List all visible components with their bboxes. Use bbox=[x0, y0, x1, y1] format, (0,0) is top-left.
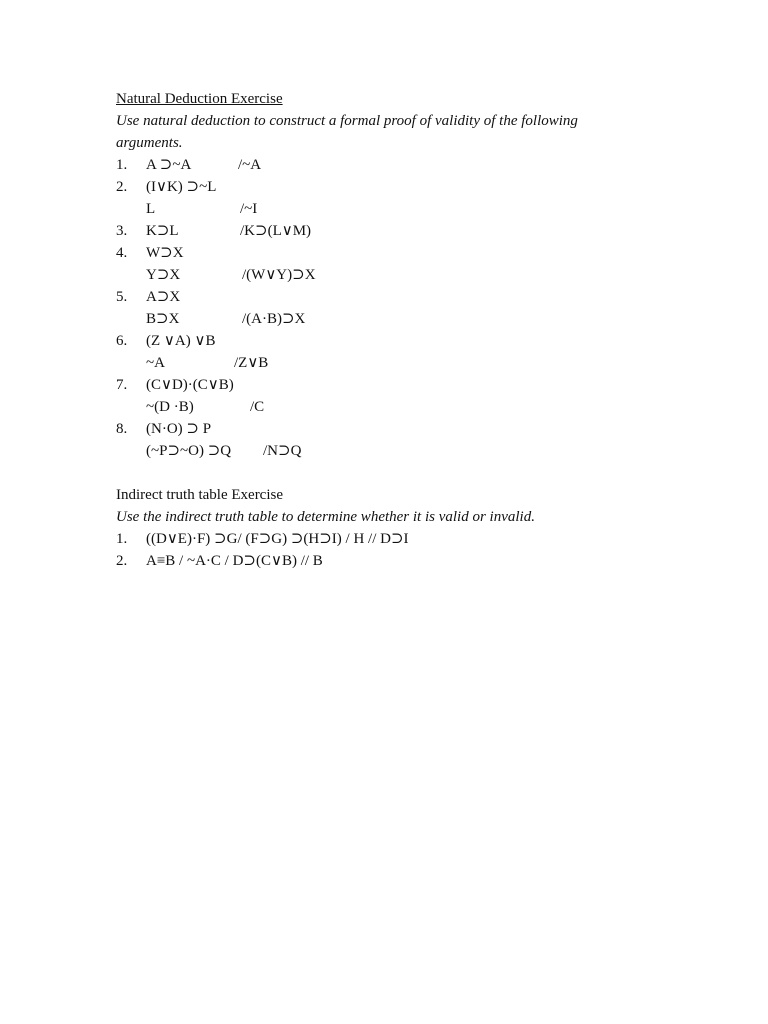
conclusion: /(A·B)⊃X bbox=[242, 311, 306, 327]
argument-text: A≡B / ~A·C / D⊃(C∨B) // B bbox=[146, 553, 323, 569]
premise: K⊃L bbox=[146, 223, 179, 239]
problem-number: 5. bbox=[116, 289, 128, 305]
premise: (~P⊃~O) ⊃Q bbox=[146, 443, 232, 459]
problem-number: 8. bbox=[116, 421, 128, 437]
problem-6-line-1 bbox=[116, 330, 676, 352]
problem-number: 6. bbox=[116, 333, 128, 349]
problem-5-line-2 bbox=[116, 308, 676, 330]
problem-1-line-1 bbox=[116, 154, 676, 176]
problem-number: 1. bbox=[116, 157, 128, 173]
section-instruction-natural-deduction: Use natural deduction to construct a formal proof of validity of the following arguments. bbox=[116, 113, 578, 151]
problem-5-line-1 bbox=[116, 286, 676, 308]
premise: B⊃X bbox=[146, 311, 180, 327]
premise: (I∨K) ⊃~L bbox=[146, 179, 217, 195]
problem-number: 1. bbox=[116, 531, 128, 547]
section-title-natural-deduction: Natural Deduction Exercise bbox=[116, 91, 283, 107]
problem-8-line-2 bbox=[116, 440, 676, 462]
problem-4-line-1 bbox=[116, 242, 676, 264]
premise: ~A bbox=[146, 355, 165, 371]
conclusion: /~I bbox=[240, 201, 258, 217]
premise: W⊃X bbox=[146, 245, 184, 261]
argument-text: ((D∨E)·F) ⊃G/ (F⊃G) ⊃(H⊃I) / H // D⊃I bbox=[146, 531, 409, 547]
conclusion: /K⊃(L∨M) bbox=[240, 223, 312, 239]
section-instruction-indirect-truth-table: Use the indirect truth table to determine whether it is valid or invalid. bbox=[116, 509, 535, 525]
truth-table-problem-2 bbox=[116, 550, 676, 572]
premise: A ⊃~A bbox=[146, 157, 192, 173]
problem-3-line-1 bbox=[116, 220, 676, 242]
problem-number: 4. bbox=[116, 245, 128, 261]
section-spacer bbox=[116, 462, 676, 484]
problem-4-line-2 bbox=[116, 264, 676, 286]
problem-number: 3. bbox=[116, 223, 128, 239]
premise: (C∨D)·(C∨B) bbox=[146, 377, 234, 393]
problem-number: 7. bbox=[116, 377, 128, 393]
conclusion: /N⊃Q bbox=[263, 443, 302, 459]
conclusion: /(W∨Y)⊃X bbox=[242, 267, 316, 283]
problem-2-line-2 bbox=[116, 198, 676, 220]
problem-7-line-2 bbox=[116, 396, 676, 418]
premise: A⊃X bbox=[146, 289, 181, 305]
premise: Y⊃X bbox=[146, 267, 181, 283]
problem-7-line-1 bbox=[116, 374, 676, 396]
document-page bbox=[116, 88, 676, 572]
truth-table-problem-1 bbox=[116, 528, 676, 550]
conclusion: /C bbox=[250, 399, 265, 415]
conclusion: /~A bbox=[238, 157, 262, 173]
premise: (N·O) ⊃ P bbox=[146, 421, 212, 437]
premise: L bbox=[146, 201, 156, 217]
problem-8-line-1 bbox=[116, 418, 676, 440]
premise: ~(D ·B) bbox=[146, 399, 194, 415]
section-title-indirect-truth-table: Indirect truth table Exercise bbox=[116, 487, 284, 503]
premise: (Z ∨A) ∨B bbox=[146, 333, 216, 349]
conclusion: /Z∨B bbox=[234, 355, 269, 371]
problem-number: 2. bbox=[116, 179, 128, 195]
problem-6-line-2 bbox=[116, 352, 676, 374]
problem-number: 2. bbox=[116, 553, 128, 569]
problem-2-line-1 bbox=[116, 176, 676, 198]
